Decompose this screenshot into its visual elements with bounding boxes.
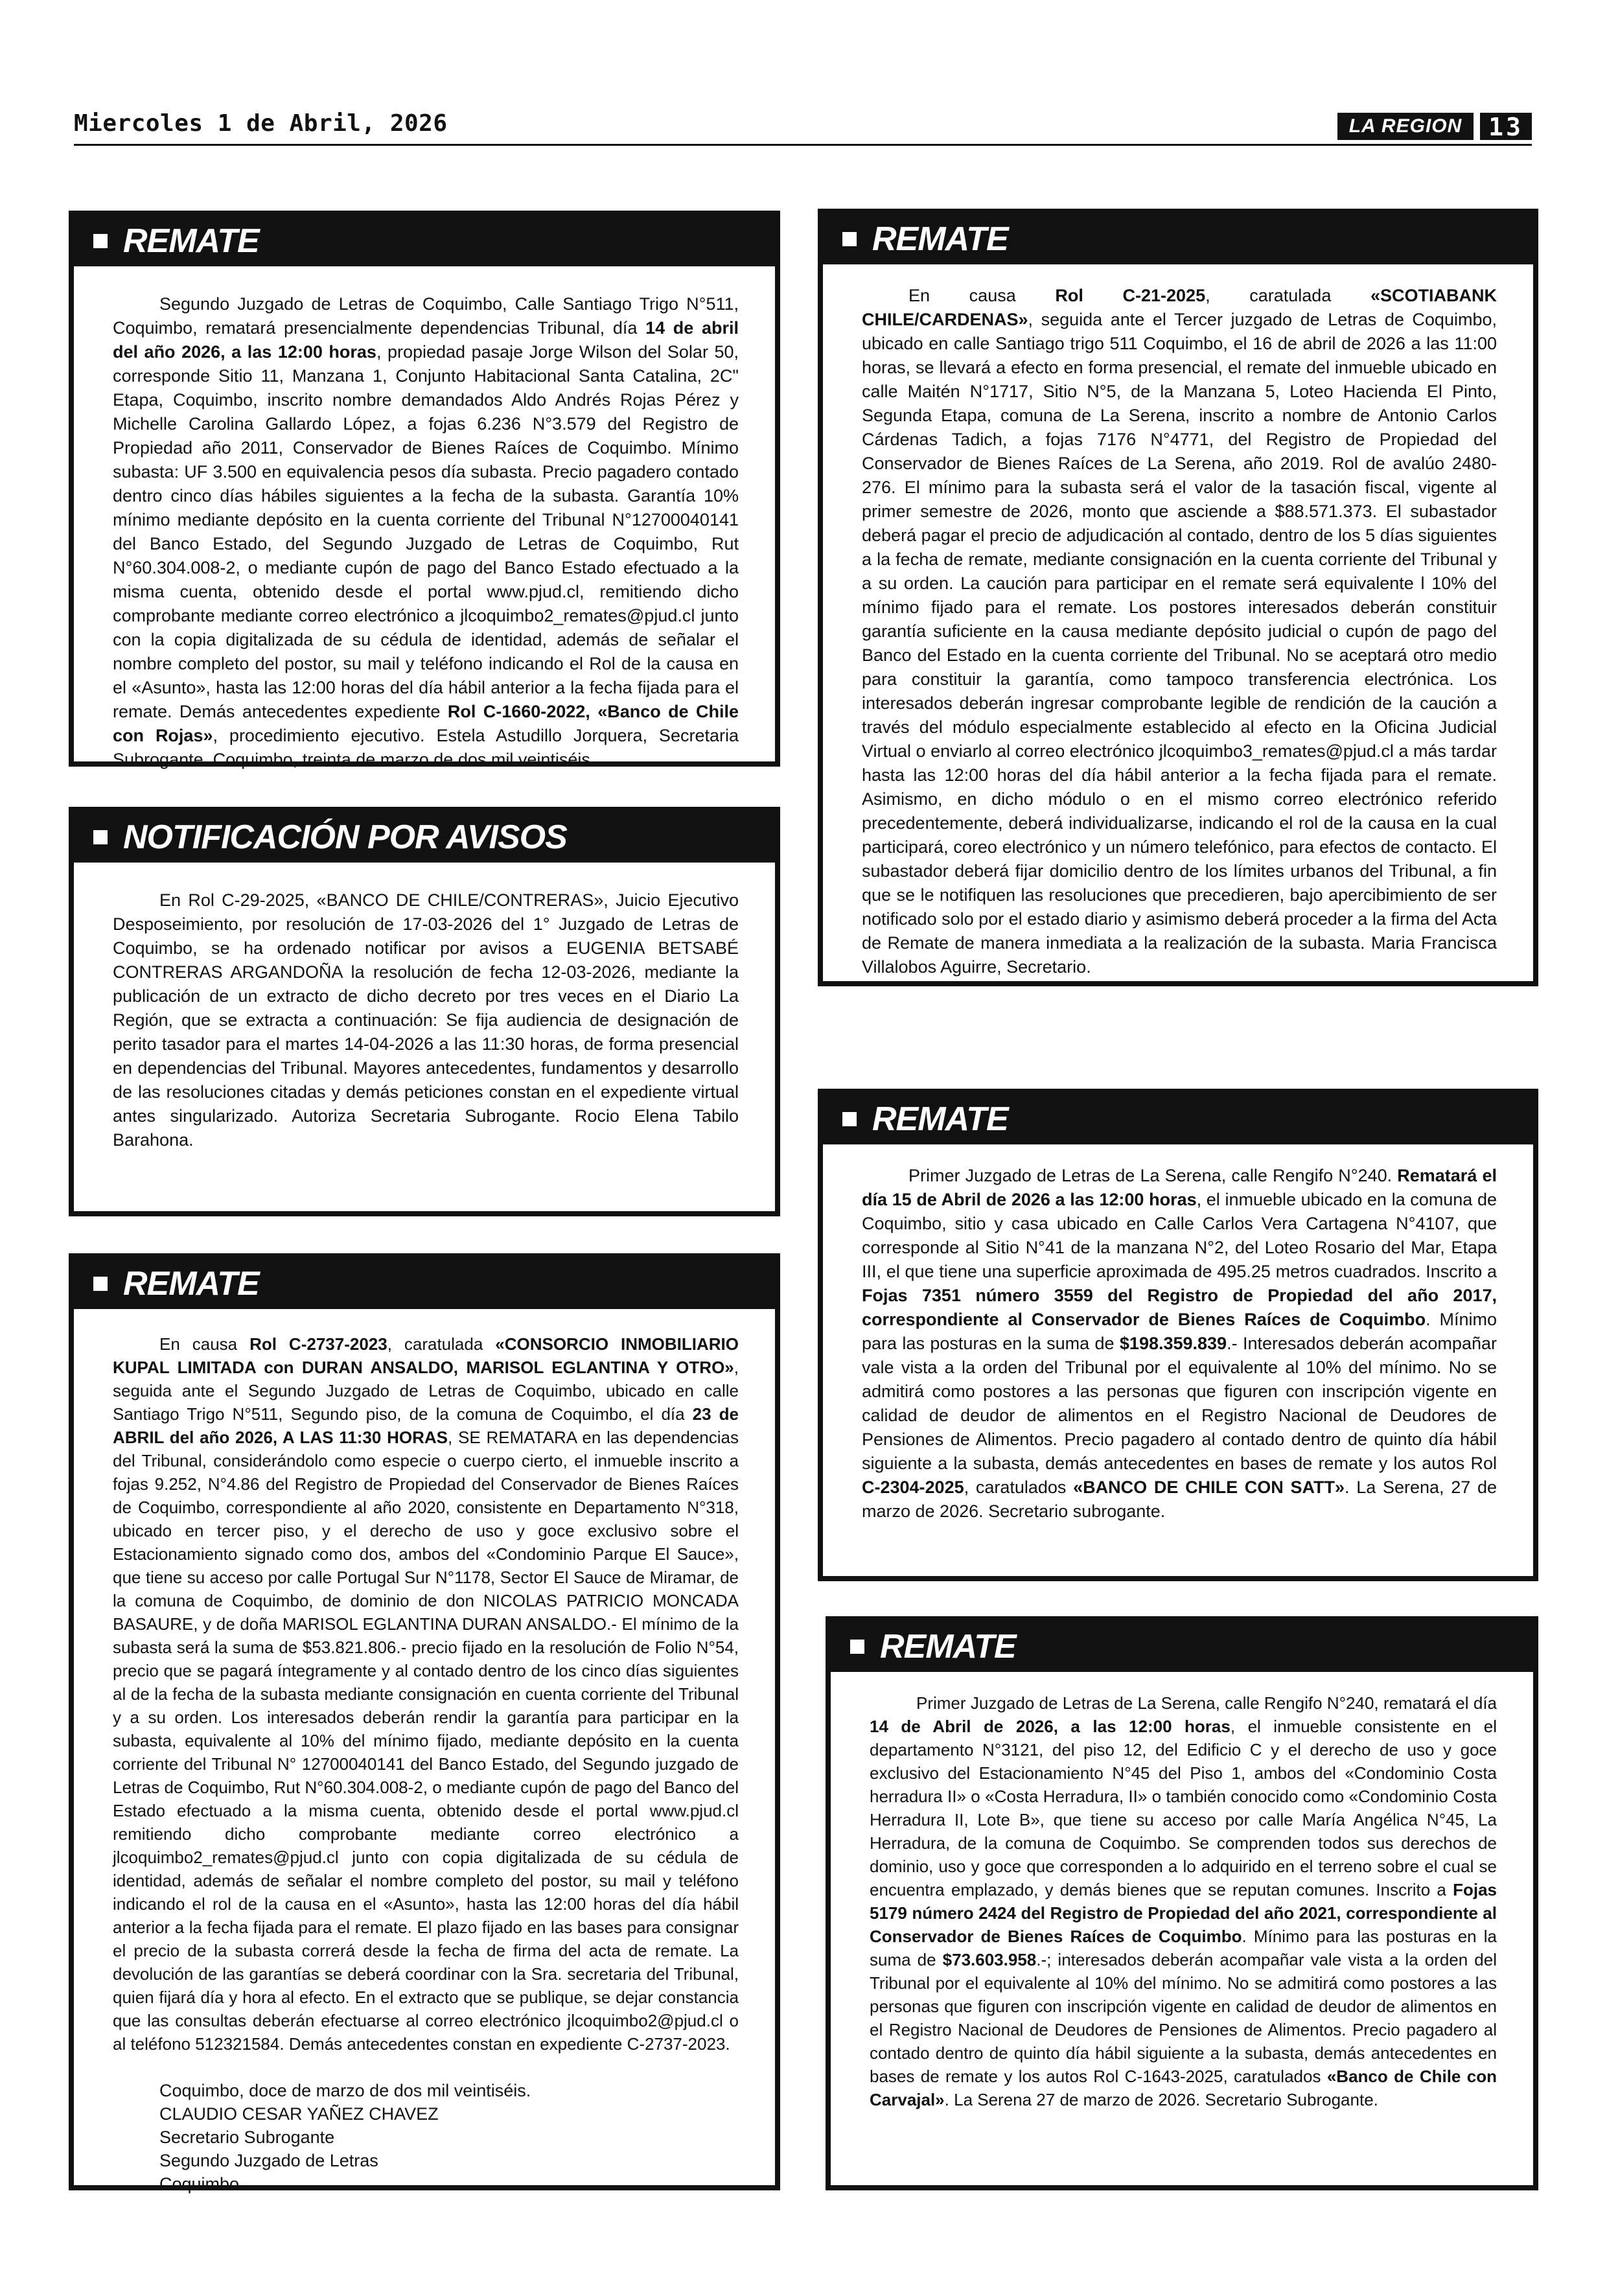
notice-header — [823, 1094, 1533, 1144]
notice-body: En Rol C-29-2025, «BANCO DE CHILE/CONTRERAS», Juicio Ejecutivo Desposeimiento, por resolución de 17-03-2026 del 1° Juzgado de Letras de Coquimbo, se ha ordenado notificar por avisos a EUGENIA BETSABÉ CONTRERAS ARGANDOÑA la resolución de fecha 12-03-2026, mediante la publicación de un extracto de dicho decreto por tres veces en el Diario La Región, que se extracta a continuación: Se fija audiencia de designación de perito tasador para el martes 14-04-2026 a las 11:30 horas, de forma presencial en dependencias del Tribunal. Mayores antecedentes, fundamentos y desarrollo de las resoluciones citadas y demás peticiones constan en el expediente virtual antes singularizado. Autoriza Secretaria Subrogante. Rocio Elena Tabilo Barahona. — [113, 890, 739, 1150]
notice-remate-3 — [69, 1253, 780, 2194]
notice-title: REMATE — [123, 1265, 259, 1303]
notice-body: En causa Rol C-2737-2023, caratulada «CONSORCIO INMOBILIARIO KUPAL LIMITADA con DURAN ANSALDO, MARISOL EGLANTINA Y OTRO», seguida ante el Segundo Juzgado de Letras de Coquimbo, ubicado en calle Santiago Trigo N°511, Segundo piso, de la comuna de Coquimbo, el día 23 de ABRIL del año 2026, A LAS 11:30 HORAS, SE REMATARA en las dependencias del Tribunal, considerándolo como especie o cuerpo cierto, el inmueble inscrito a fojas 9.252, N°4.86 del Registro de Propiedad del Conservador de Bienes Raíces de Coquimbo, correspondiente al año 2020, consistente en Departamento N°318, ubicado en tercer piso, y el derecho de uso y goce exclusivo sobre el Estacionamiento signado como dos, ambos del «Condominio Parque El Sauce», que tiene su acceso por calle Portugal Sur N°1178, Sector El Sauce de Miramar, de la comuna de Coquimbo, de dominio de don NICOLAS PATRICIO MONCADA BASAURE, y de doña MARISOL EGLANTINA DURAN ANSALDO.- El mínimo de la subasta será la suma de $53.821.806.- precio fijado en la resolución de Folio N°54, precio que se pagará íntegramente y al contado dentro de los cinco días siguientes al de la fecha de la subasta mediante consignación en cuenta corriente del Tribunal y a su orden. Los interesados deberán rendir la garantía para participar en la subasta, equivalente al 10% del mínimo fijado, mediante depósito en la cuenta corriente del Tribunal N° 12700040141 del Banco Estado, del Segundo juzgado de Letras de Coquimbo, Rut N°60.304.008-2, o mediante cupón de pago del Banco del Estado efectuado a la misma cuenta, obtenido desde el portal www.pjud.cl remitiendo dicho comprobante mediante correo electrónico a jlcoquimbo2_remates@pjud.cl junto con copia digitalizada de su cédula de identidad, además de señalar el nombre completo del postor, su mail y teléfono indicando el rol de la causa en el «Asunto», hasta las 12:00 horas del día hábil anterior a la fecha fijada para el remate. El plazo fijado en las bases para consignar el precio de la subasta correrá desde la fecha de firma del acta de remate. La devolución de las garantías se deberá coordinar con la Sra. secretaria del Tribunal, quien fijará día y hora al efecto. En el extracto que se publique, se dejar constancia que las consultas deberán efectuarse al correo electrónico jlcoquimbo2@pjud.cl o al teléfono 512321584. Demás antecedentes constan en expediente C-2737-2023. Coquimbo, doce de marzo de dos mil veintiséis. CLAUDIO CESAR YAÑEZ CHAVEZ Secretario Subrogante Segundo Juzgado de Letras Coquimbo — [74, 1309, 775, 2196]
page-number: 13 — [1480, 113, 1532, 140]
notice-title: REMATE — [872, 220, 1008, 258]
header-date: Miercoles 1 de Abril, 2026 — [74, 110, 448, 137]
notice-header — [74, 1258, 775, 1309]
notice-title: REMATE — [872, 1100, 1008, 1138]
notice-remate-6 — [826, 1616, 1538, 2190]
paper-logo: LA REGION — [1337, 113, 1474, 140]
notice-title: REMATE — [880, 1628, 1016, 1665]
signature-block: Coquimbo, doce de marzo de dos mil veintiséis. CLAUDIO CESAR YAÑEZ CHAVEZ Secretario Subrogante Segundo Juzgado de Letras Coquimbo — [159, 2081, 531, 2194]
bullet-square-icon — [850, 1640, 864, 1654]
header-rule — [74, 144, 1532, 146]
bullet-square-icon — [842, 1112, 857, 1126]
notice-remate-1 — [69, 211, 780, 767]
bullet-square-icon — [842, 232, 857, 246]
notice-body: Primer Juzgado de Letras de La Serena, calle Rengifo N°240, rematará el día 14 de Abril de 2026, a las 12:00 horas, el inmueble consistente en el departamento N°3121, del piso 12, del Edificio C y el derecho de uso y goce exclusivo del Estacionamiento N°45 del Piso 1, ambos del «Condominio Costa herradura II» o «Costa Herradura, II» o también conocido como «Condominio Costa Herradura II, Lote B», que tiene su acceso por calle María Angélica N°45, La Herradura, de la comuna de Coquimbo. Se comprenden todos sus derechos de dominio, uso y goce que corresponden a lo adquirido en el terreno sobre el cual se encuentra emplazado, y demás bienes que se reputan comunes. Inscrito a Fojas 5179 número 2424 del Registro de Propiedad del año 2021, correspondiente al Conservador de Bienes Raíces de Coquimbo. Mínimo para las posturas en la suma de $73.603.958.-; interesados deberán acompañar vale vista a la orden del Tribunal por el equivalente al 10% del mínimo. No se admitirá como postores a las personas que figuren con inscripción vigente en calidad de deudor de alimentos en el Registro Nacional de Deudores de Pensiones de Alimentos. Precio pagadero al contado dentro de quinto día hábil siguiente a la subasta, demás antecedentes en bases de remate y los autos Rol C-1643-2025, caratulados «Banco de Chile con Carvajal». La Serena 27 de marzo de 2026. Secretario Subrogante. — [870, 1693, 1497, 2109]
bullet-square-icon — [93, 830, 108, 844]
notice-body: En causa Rol C-21-2025, caratulada «SCOTIABANK CHILE/CARDENAS», seguida ante el Tercer juzgado de Letras de Coquimbo, ubicado en calle Santiago trigo 511 Coquimbo, el 16 de abril de 2026 a las 11:00 horas, se llevará a efecto en forma presencial, el remate del inmueble ubicado en calle Maitén N°1717, Sitio N°5, de la Manzana 5, Loteo Hacienda El Pinto, Segunda Etapa, comuna de La Serena, inscrito a nombre de Antonio Carlos Cárdenas Tadich, a fojas 7176 N°4771, del Registro de Propiedad del Conservador de Bienes Raíces de La Serena, año 2019. Rol de avalúo 2480-276. El mínimo para la subasta será el valor de la tasación fiscal, vigente al primer semestre de 2026, monto que asciende a $88.571.373. El subastador deberá pagar el precio de adjudicación al contado, dentro de los 5 días siguientes a la fecha de remate, mediante consignación en la cuenta corriente del Tribunal y a su orden. La caución para participar en el remate será equivalente l 10% del mínimo fijado para el remate. Los postores interesados deberán constituir garantía suficiente en la causa mediante depósito judicial o cupón de pago del Banco del Estado en la cuenta corriente del Tribunal. No se aceptará otro medio para constituir la garantía, como tampoco transferencia electrónica. Los interesados deberán ingresar comprobante legible de rendición de la caución a través del módulo especialmente establecido al efecto en la Oficina Judicial Virtual o enviarlo al correo electrónico jlcoquimbo3_remates@pjud.cl a más tardar hasta las 12:00 horas del día hábil anterior a la fecha fijada para el remate. Asimismo, en dicho módulo o en el mismo correo electrónico referido precedentemente, deberá individualizarse, indicando el rol de la causa en la cual participará, coreo electrónico y un número telefónico, para efectos de contacto. El subastador deberá fijar domicilio dentro de los límites urbanos del Tribunal, a fin que se le notifiquen las resoluciones que precedieren, bajo apercibimiento de ser notificado solo por el estado diario y asimismo deberá proceder a la firma del Acta de Remate de manera inmediata a la realización de la subasta. Maria Francisca Villalobos Aguirre, Secretario. — [862, 286, 1497, 977]
notice-header — [74, 812, 775, 863]
notice-remate-4 — [818, 209, 1538, 986]
notice-title: NOTIFICACIÓN POR AVISOS — [123, 818, 567, 856]
notice-title: REMATE — [123, 222, 259, 260]
notice-header — [823, 214, 1533, 264]
notice-header — [831, 1621, 1533, 1672]
notice-body: Primer Juzgado de Letras de La Serena, calle Rengifo N°240. Rematará el día 15 de Abril de 2026 a las 12:00 horas, el inmueble ubicado en la comuna de Coquimbo, sitio y casa ubicado en Calle Carlos Vera Cartagena N°4107, que corresponde al Sitio N°41 de la manzana N°2, del Loteo Rosario del Mar, Etapa III, el que tiene una superficie aproximada de 495.25 metros cuadrados. Inscrito a Fojas 7351 número 3559 del Registro de Propiedad del año 2017, correspondiente al Conservador de Bienes Raíces de Coquimbo. Mínimo para las posturas en la suma de $198.359.839.- Interesados deberán acompañar vale vista a la orden del Tribunal por el equivalente al 10% del mínimo. No se admitirá como postores a las personas que figuren con inscripción vigente en calidad de deudor de alimentos en el Registro Nacional de Deudores de Pensiones de Alimentos. Precio pagadero al contado dentro de quinto día hábil siguiente a la subasta, demás antecedentes en bases de remate y los autos Rol C-2304-2025, caratulados «BANCO DE CHILE CON SATT». La Serena, 27 de marzo de 2026. Secretario subrogante. — [862, 1166, 1497, 1521]
bullet-square-icon — [93, 1277, 108, 1291]
notice-header — [74, 216, 775, 266]
notice-remate-5 — [818, 1089, 1538, 1581]
notice-body: Segundo Juzgado de Letras de Coquimbo, Calle Santiago Trigo N°511, Coquimbo, rematará presencialmente dependencias Tribunal, día 14 de abril del año 2026, a las 12:00 horas, propiedad pasaje Jorge Wilson del Solar 50, corresponde Sitio 11, Manzana 1, Conjunto Habitacional Santa Catalina, 2C" Etapa, Coquimbo, inscrito nombre demandados Aldo Andrés Rojas Pérez y Michelle Carolina Gallardo López, a fojas 6.236 N°3.579 del Registro de Propiedad año 2011, Conservador de Bienes Raíces de Coquimbo. Mínimo subasta: UF 3.500 en equivalencia pesos día subasta. Precio pagadero contado dentro cinco días hábiles siguientes a la fecha de la subasta. Garantía 10% mínimo mediante depósito en la cuenta corriente del Tribunal N°12700040141 del Banco Estado, del Segundo Juzgado de Letras de Coquimbo, Rut N°60.304.008-2, o mediante cupón de pago del Banco Estado efectuado a la misma cuenta, obtenido desde el portal www.pjud.cl, remitiendo dicho comprobante mediante correo electrónico a jlcoquimbo2_remates@pjud.cl junto con la copia digitalizada de su cédula de identidad, además de señalar el nombre completo del postor, su mail y teléfono indicando el Rol de la causa en el «Asunto», hasta las 12:00 horas del día hábil anterior a la fecha fijada para el remate. Demás antecedentes expediente Rol C-1660-2022, «Banco de Chile con Rojas», procedimiento ejecutivo. Estela Astudillo Jorquera, Secretaria Subrogante. Coquimbo, treinta de marzo de dos mil veintiséis. — [113, 294, 739, 769]
bullet-square-icon — [93, 234, 108, 248]
notice-notificacion — [69, 807, 780, 1216]
